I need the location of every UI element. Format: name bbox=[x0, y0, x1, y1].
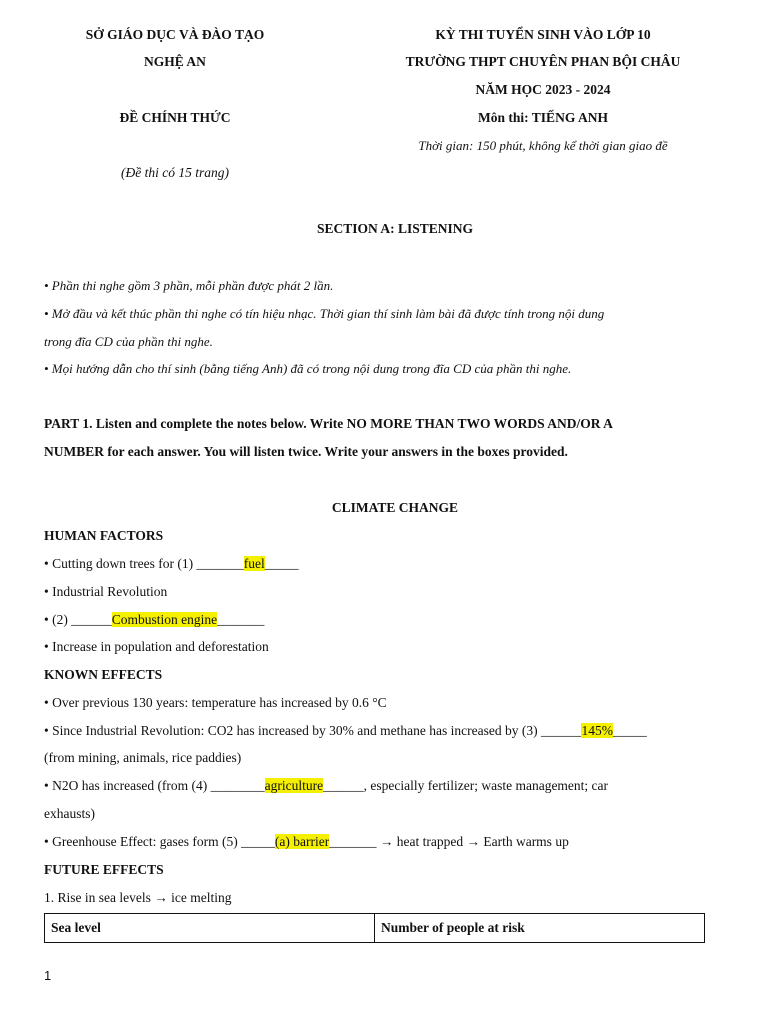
province-name: NGHỆ AN bbox=[144, 54, 206, 69]
exam-time: Thời gian: 150 phút, không kể thời gian giao đề bbox=[418, 138, 668, 153]
table-header-row bbox=[45, 914, 705, 943]
sea-level-item: 1. Rise in sea levels → ice melting bbox=[44, 890, 232, 905]
instruction-3: • Mọi hướng dẫn cho thí sinh (bằng tiếng Anh) đã có trong nội dung trong đĩa CD của phần thi nghe. bbox=[44, 361, 572, 376]
question-3 bbox=[44, 723, 647, 739]
official-label: ĐỀ CHÍNH THỨC bbox=[119, 110, 231, 125]
instruction-2: • Mở đầu và kết thúc phần thi nghe có tín hiệu nhạc. Thời gian thí sinh làm bài đã được tính trong nội dung bbox=[44, 306, 605, 321]
instruction-1: • Phần thi nghe gồm 3 phần, mỗi phần được phát 2 lần. bbox=[44, 278, 334, 293]
question-2 bbox=[44, 612, 264, 628]
answer-2: Combustion engine bbox=[111, 612, 218, 627]
answer-1: fuel bbox=[243, 556, 265, 571]
answer-3: 145% bbox=[581, 723, 613, 738]
question-4 bbox=[44, 778, 608, 794]
future-effects-heading: FUTURE EFFECTS bbox=[44, 862, 164, 877]
school-year: NĂM HỌC 2023 - 2024 bbox=[475, 82, 611, 97]
question-3-cont: (from mining, animals, rice paddies) bbox=[44, 750, 242, 765]
human-factors-heading: HUMAN FACTORS bbox=[44, 528, 164, 543]
part1-instruction-line2: NUMBER for each answer. You will listen twice. Write your answers in the boxes provided. bbox=[44, 444, 568, 459]
answer-4: agriculture bbox=[264, 778, 324, 793]
question-4-cont: exhausts) bbox=[44, 806, 95, 821]
question-1-prefix: • Cutting down trees for (1) _______ bbox=[44, 556, 244, 571]
question-3-prefix: • Since Industrial Revolution: CO2 has increased by 30% and methane has increased by (3) ______ bbox=[44, 723, 582, 738]
pages-note: (Đề thi có 15 trang) bbox=[121, 165, 229, 180]
answer-5: (a) barrier bbox=[274, 834, 330, 849]
question-5-prefix: • Greenhouse Effect: gases form (5) _____ bbox=[44, 834, 275, 849]
question-2-prefix: • (2) ______ bbox=[44, 612, 112, 627]
table-header-sea-level: Sea level bbox=[45, 914, 375, 943]
department-name: SỞ GIÁO DỤC VÀ ĐÀO TẠO bbox=[85, 27, 265, 42]
exam-subject: Môn thi: TIẾNG ANH bbox=[478, 110, 608, 125]
known-effects-heading: KNOWN EFFECTS bbox=[44, 667, 163, 682]
question-4-suffix: ______, especially fertilizer; waste management; car bbox=[323, 778, 609, 793]
question-5 bbox=[44, 834, 569, 850]
question-2-suffix: _______ bbox=[217, 612, 265, 627]
temperature-item: • Over previous 130 years: temperature has increased by 0.6 °C bbox=[44, 695, 387, 710]
question-5-suffix: _______ → heat trapped → Earth warms up bbox=[329, 834, 569, 849]
question-1-suffix: _____ bbox=[264, 556, 299, 571]
school-name: TRƯỜNG THPT CHUYÊN PHAN BỘI CHÂU bbox=[405, 54, 681, 69]
part1-instruction-line1: PART 1. Listen and complete the notes below. Write NO MORE THAN TWO WORDS AND/OR A bbox=[44, 416, 613, 431]
question-1 bbox=[44, 556, 298, 572]
population-item: • Increase in population and deforestation bbox=[44, 639, 269, 654]
industrial-revolution-item: • Industrial Revolution bbox=[44, 584, 168, 599]
notes-title: CLIMATE CHANGE bbox=[331, 500, 459, 515]
page-number: 1 bbox=[44, 968, 52, 983]
table-header-people-at-risk: Number of people at risk bbox=[375, 914, 705, 943]
sea-level-table bbox=[44, 913, 705, 943]
section-title: SECTION A: LISTENING bbox=[316, 221, 474, 236]
instruction-2-cont: trong đĩa CD của phần thi nghe. bbox=[44, 334, 213, 349]
question-3-suffix: _____ bbox=[612, 723, 647, 738]
exam-title: KỲ THI TUYỂN SINH VÀO LỚP 10 bbox=[435, 27, 651, 42]
question-4-prefix: • N2O has increased (from (4) ________ bbox=[44, 778, 265, 793]
